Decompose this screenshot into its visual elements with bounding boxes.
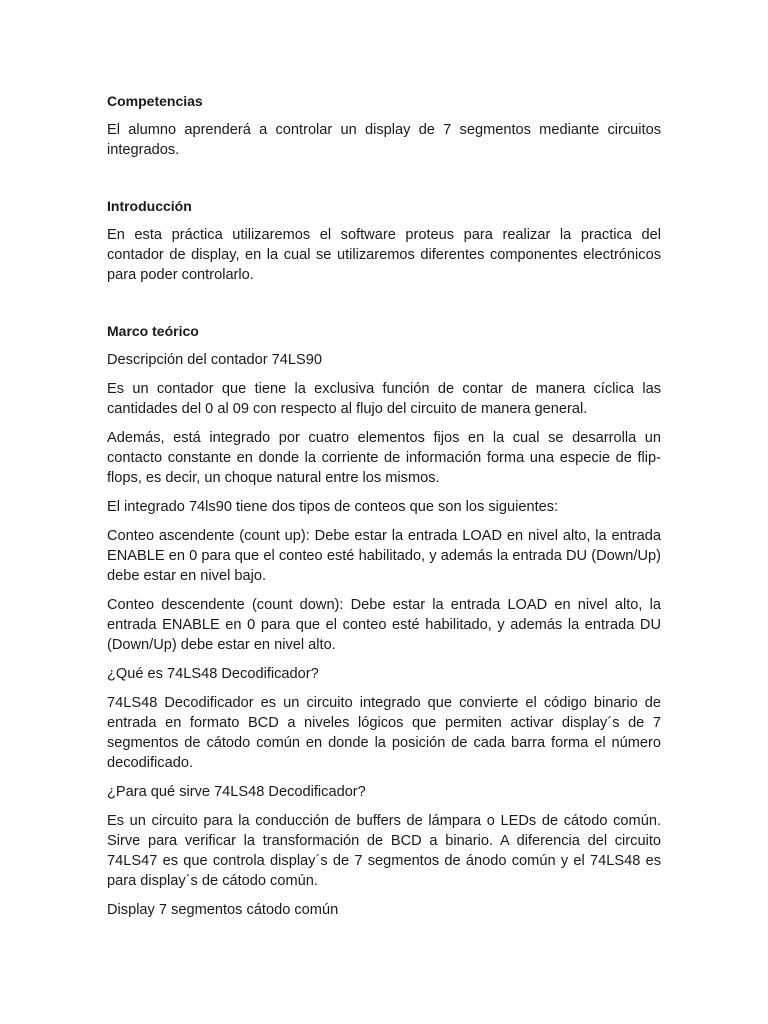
paragraph-para-que-sirve: Es un circuito para la conducción de buffers de lámpara o LEDs de cátodo común. Sirve para verificar la transformación de BCD a binario. A diferencia del circuito 74LS47 es que controla display´s de 7 segmentos de ánodo común y el 74LS48 es para display´s de cátodo común. (107, 813, 661, 889)
heading-competencias: Competencias (107, 93, 203, 109)
question-para-que-sirve: ¿Para qué sirve 74LS48 Decodificador? (107, 784, 366, 800)
paragraph-tipos-conteo: El integrado 74ls90 tiene dos tipos de conteos que son los siguientes: (107, 499, 559, 515)
paragraph-contador: Es un contador que tiene la exclusiva función de contar de manera cíclica las cantidades del 0 al 09 con respecto al flujo del circuito de manera general. (107, 381, 661, 417)
heading-introduccion: Introducción (107, 198, 192, 214)
spacer (107, 294, 661, 322)
heading-marco-teorico: Marco teórico (107, 323, 199, 339)
spacer (107, 169, 661, 197)
question-que-es-74ls48: ¿Qué es 74LS48 Decodificador? (107, 666, 319, 682)
display-catodo-comun: Display 7 segmentos cátodo común (107, 902, 339, 918)
subtitle-74ls90: Descripción del contador 74LS90 (107, 352, 322, 368)
competencias-text: El alumno aprenderá a controlar un display de 7 segmentos mediante circuitos integrados. (107, 122, 661, 158)
introduccion-text: En esta práctica utilizaremos el software proteus para realizar la practica del contador de display, en la cual se utilizaremos diferentes componentes electrónicos para poder controlarlo. (107, 227, 661, 283)
paragraph-conteo-descendente: Conteo descendente (count down): Debe estar la entrada LOAD en nivel alto, la entrada ENABLE en 0 para que el conteo esté habilitado, y además la entrada DU (Down/Up) debe estar en nivel alto. (107, 597, 661, 653)
document-page (107, 92, 661, 929)
paragraph-74ls48: 74LS48 Decodificador es un circuito integrado que convierte el código binario de entrada en formato BCD a niveles lógicos que permiten activar display´s de 7 segmentos de cátodo común en donde la posición de cada barra forma el número decodificado. (107, 695, 661, 771)
paragraph-conteo-ascendente: Conteo ascendente (count up): Debe estar la entrada LOAD en nivel alto, la entrada ENABLE en 0 para que el conteo esté habilitado, y además la entrada DU (Down/Up) debe estar en nivel bajo. (107, 528, 661, 584)
paragraph-ademas: Además, está integrado por cuatro elementos fijos en la cual se desarrolla un contacto constante en donde la corriente de información forma una especie de flip-flops, es decir, un choque natural entre los mismos. (107, 430, 661, 486)
